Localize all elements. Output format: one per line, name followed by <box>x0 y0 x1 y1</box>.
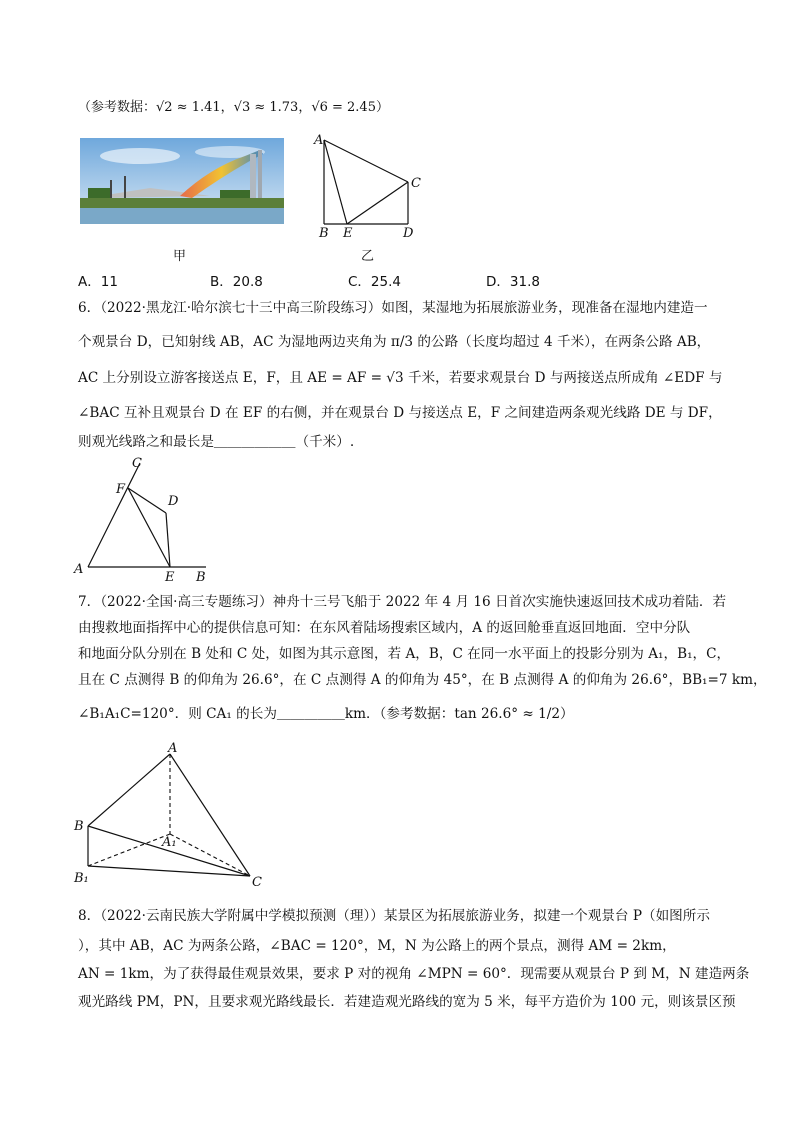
q6-label-A: A <box>74 562 84 577</box>
q7-line-5: ∠B₁A₁C=120°．则 CA₁ 的长为＿＿＿＿＿km．（参考数据：tan 26.6° ≈ 1/2） <box>78 706 574 722</box>
fig-yi-label-D: D <box>403 226 414 241</box>
q6-line-2: 个观景台 D，已知射线 AB，AC 为湿地两边夹角为 π/3 的公路（长度均超过 4 千米），在两条公路 AB， <box>78 334 711 350</box>
q7-line-4: 且在 C 点测得 B 的仰角为 26.6°，在 C 点测得 A 的仰角为 45°，在 B 点测得 A 的仰角为 26.6°，BB₁=7 km， <box>78 672 767 688</box>
q8-line-4: 观光路线 PM，PN，且要求观光路线最长．若建造观光路线的宽为 5 米，每平方造价为 100 元，则该景区预 <box>78 994 736 1010</box>
q6-figure <box>70 455 230 585</box>
q6-label-D: D <box>168 494 179 509</box>
q8-line-1: 8．（2022·云南民族大学附属中学模拟预测（理））某景区为拓展旅游业务，拟建一个观景台 P（如图所示 <box>78 908 710 924</box>
q7-label-A: A <box>168 741 178 756</box>
fig-yi-label-A: A <box>314 133 324 148</box>
q6-label-F: F <box>116 482 126 497</box>
ski-jump-photo <box>80 138 284 224</box>
caption-yi: 乙 <box>361 249 375 264</box>
caption-jia: 甲 <box>173 249 187 264</box>
q7-label-A1: A₁ <box>162 835 177 850</box>
q8-line-3: AN = 1km，为了获得最佳观景效果，要求 P 对的视角 ∠MPN = 60°．现需要从观景台 P 到 M，N 建造两条 <box>78 966 750 982</box>
fig-yi-label-C: C <box>411 176 421 191</box>
q7-label-B1: B₁ <box>74 871 89 886</box>
option-a[interactable]: A．11 <box>78 274 118 290</box>
reference-data: （参考数据：√2 ≈ 1.41，√3 ≈ 1.73，√6 = 2.45） <box>78 100 389 115</box>
q6-label-C: C <box>132 456 142 471</box>
q6-line-1: 6．（2022·黑龙江·哈尔滨七十三中高三阶段练习）如图，某湿地为拓展旅游业务，现准备在湿地内建造一 <box>78 300 708 316</box>
q7-line-3: 和地面分队分别在 B 处和 C 处，如图为其示意图，若 A，B，C 在同一水平面上的投影分别为 A₁，B₁，C， <box>78 646 731 662</box>
q6-label-B: B <box>196 570 206 585</box>
option-b[interactable]: B．20.8 <box>210 274 263 290</box>
q6-line-3: AC 上分别设立游客接送点 E，F，且 AE = AF = √3 千米，若要求观景台 D 与两接送点所成角 ∠EDF 与 <box>78 370 723 386</box>
q7-label-B: B <box>74 819 84 834</box>
q7-line-2: 由搜救地面指挥中心的提供信息可知：在东风着陆场搜索区域内，A 的返回舱垂直返回地面．空中分队 <box>78 620 691 636</box>
figure-yi <box>310 130 430 242</box>
fig-yi-label-E: E <box>343 226 353 241</box>
q7-label-C: C <box>252 875 262 890</box>
q7-line-1: 7．（2022·全国·高三专题练习）神舟十三号飞船于 2022 年 4 月 16 日首次实施快速返回技术成功着陆．若 <box>78 594 727 610</box>
option-d[interactable]: D．31.8 <box>486 274 540 290</box>
q6-line-5: 则观光线路之和最长是＿＿＿＿＿＿（千米）. <box>78 434 355 450</box>
q7-figure <box>70 740 280 890</box>
q6-label-E: E <box>165 570 175 585</box>
q6-line-4: ∠BAC 互补且观景台 D 在 EF 的右侧，并在观景台 D 与接送点 E，F 之间建造两条观光线路 DE 与 DF， <box>78 405 722 421</box>
fig-yi-label-B: B <box>319 226 329 241</box>
q8-line-2: ），其中 AB，AC 为两条公路，∠BAC = 120°，M，N 为公路上的两个景点，测得 AM = 2km， <box>78 938 676 954</box>
option-c[interactable]: C．25.4 <box>348 274 401 290</box>
